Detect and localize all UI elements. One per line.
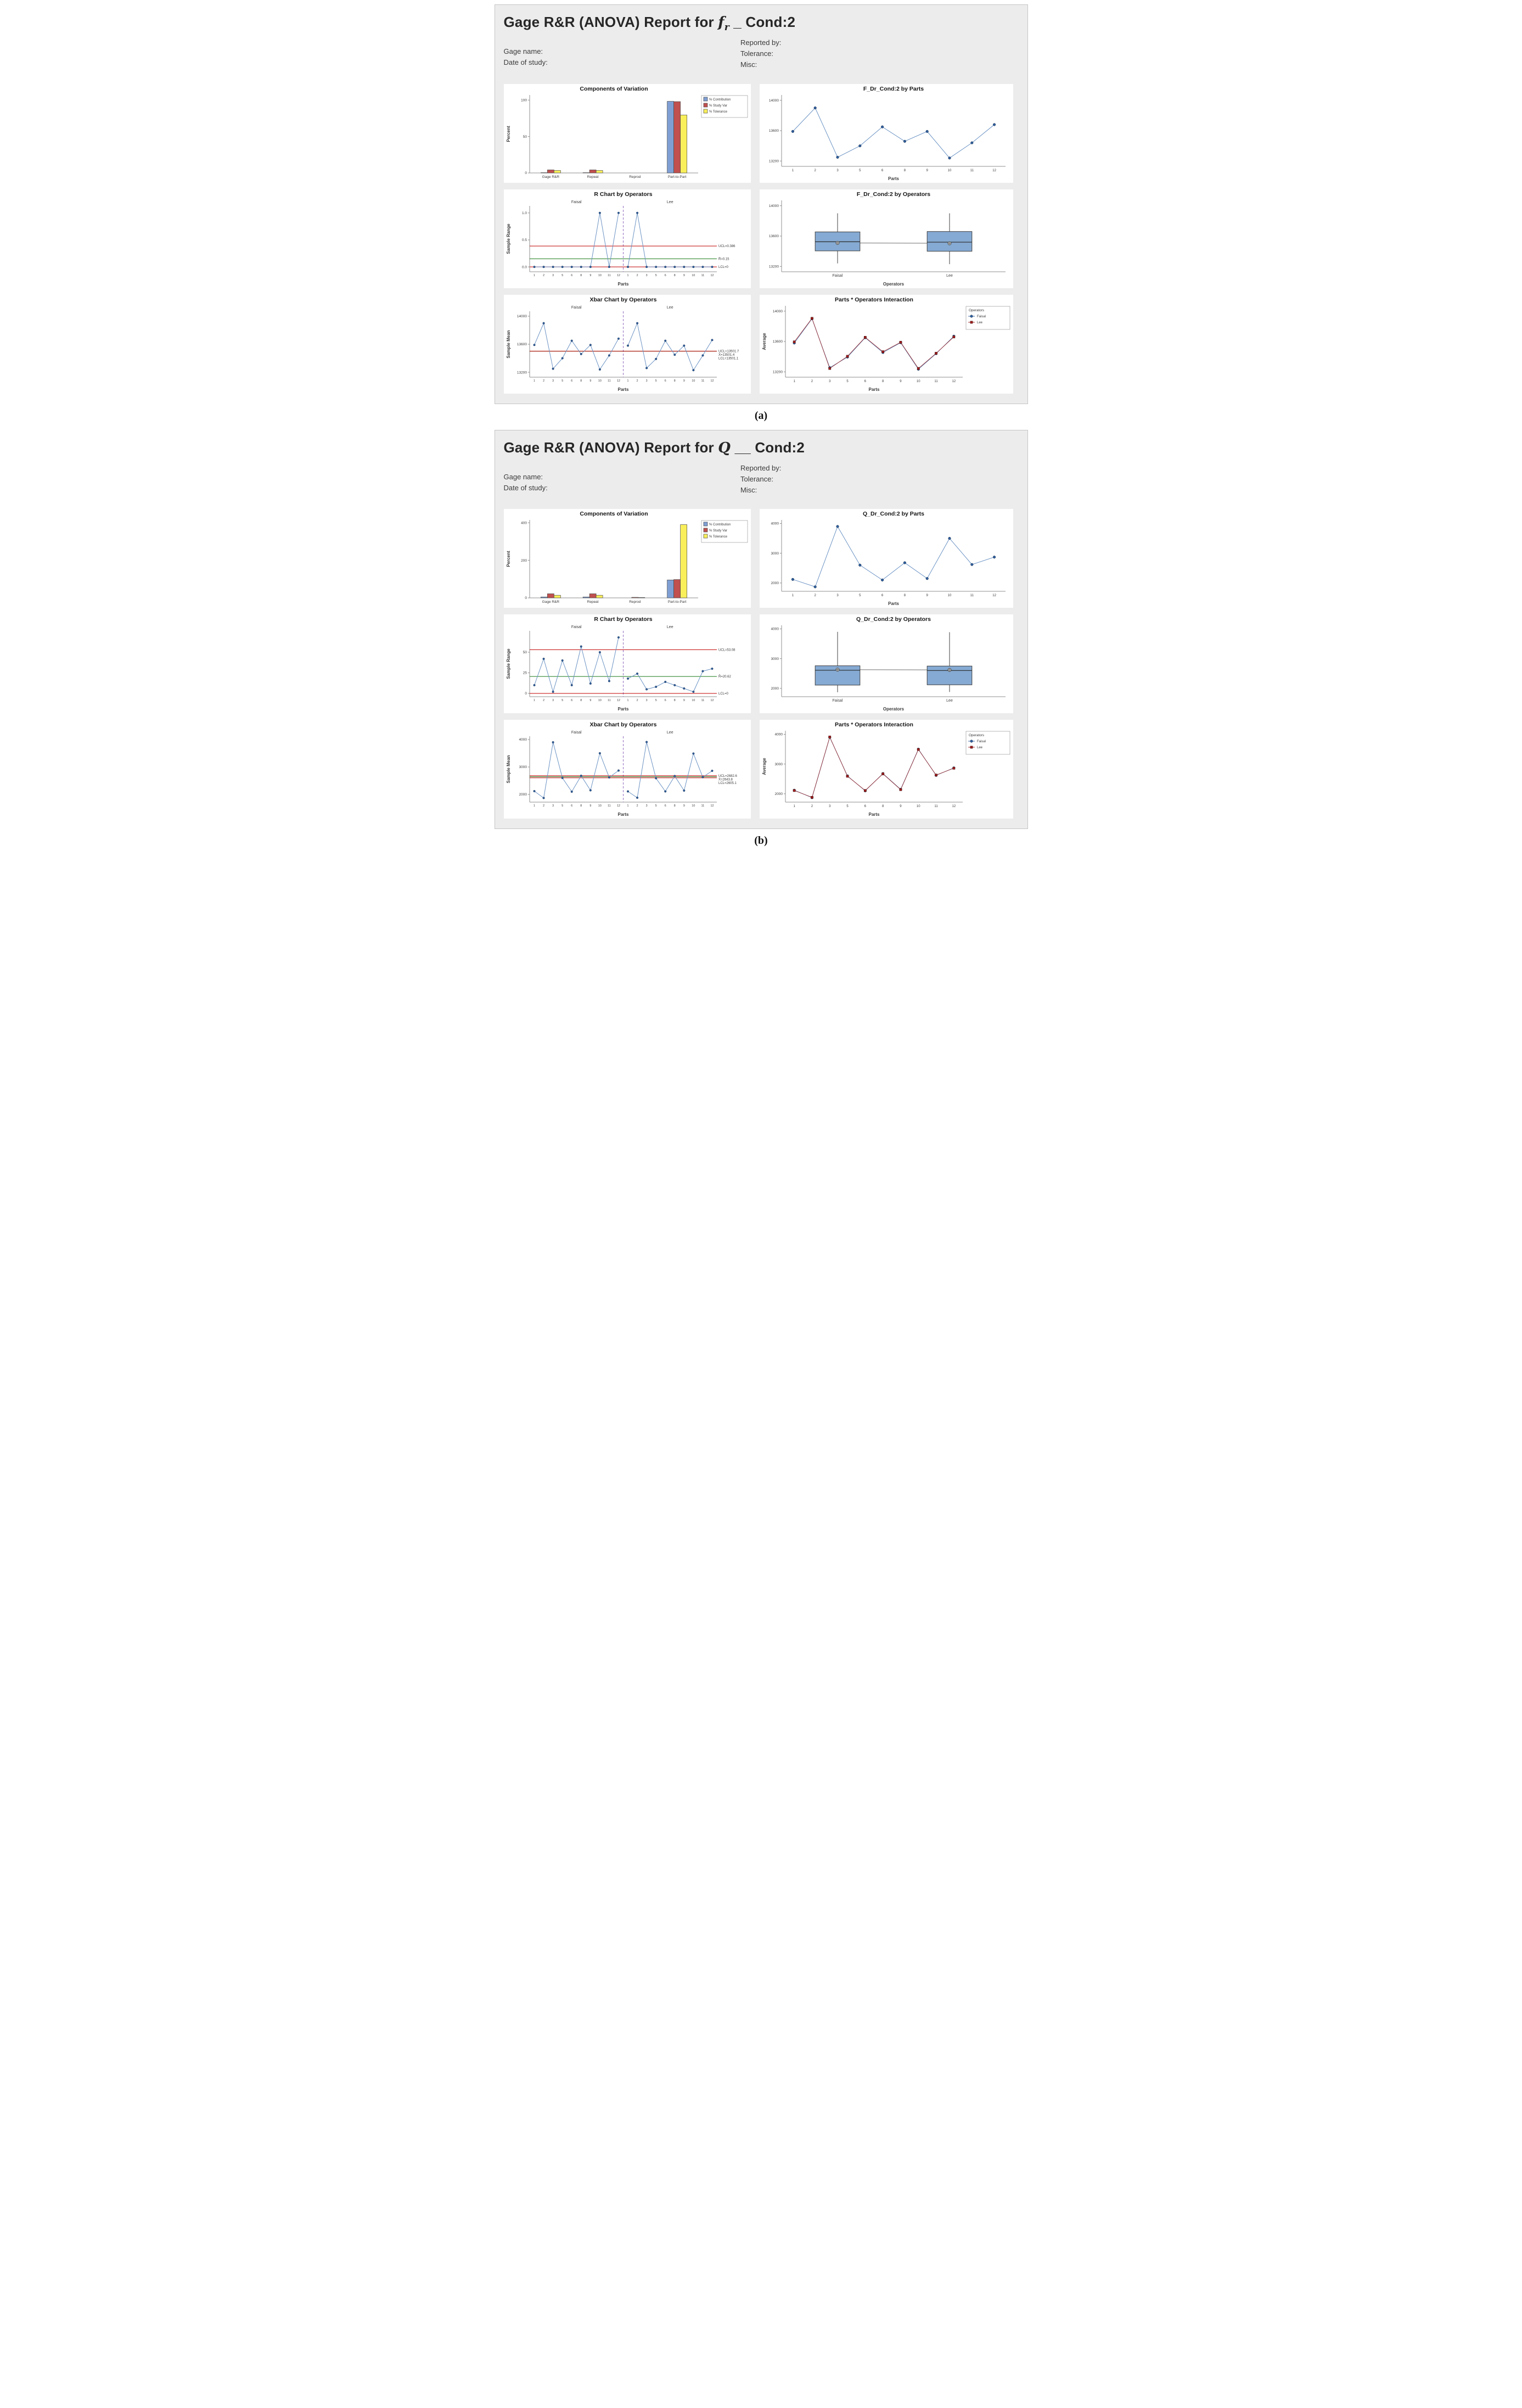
svg-text:11: 11 [970,594,974,598]
svg-text:5: 5 [846,805,849,809]
svg-text:9: 9 [899,379,902,383]
report-title-prefix: Gage R&R (ANOVA) Report for [503,14,718,30]
svg-text:10: 10 [598,273,602,277]
svg-text:6: 6 [664,273,666,277]
svg-text:1: 1 [627,273,629,277]
svg-text:R Chart by Operators: R Chart by Operators [593,191,653,198]
svg-text:2: 2 [811,805,813,809]
svg-text:Sample Mean: Sample Mean [506,755,511,783]
svg-text:Lee: Lee [946,699,953,703]
svg-text:Parts: Parts [617,281,629,287]
svg-text:Faisal: Faisal [571,625,582,630]
svg-text:R̄=20.62: R̄=20.62 [718,675,731,679]
svg-text:13600: 13600 [516,342,527,346]
svg-text:12: 12 [952,805,956,809]
svg-text:Faisal: Faisal [571,305,582,310]
svg-text:Parts * Operators Interaction: Parts * Operators Interaction [834,296,913,303]
svg-text:Repeat: Repeat [587,600,599,604]
svg-text:9: 9 [589,273,591,277]
tolerance-label: Tolerance: [740,474,773,483]
svg-text:13600: 13600 [768,128,779,133]
svg-text:11: 11 [607,699,611,703]
svg-text:5: 5 [561,379,563,383]
svg-text:11: 11 [701,273,704,277]
chart-qdr-by-parts [760,509,1013,608]
svg-text:F_Dr_Cond:2 by Operators: F_Dr_Cond:2 by Operators [856,191,930,198]
svg-text:11: 11 [701,804,704,808]
svg-text:Gage R&R: Gage R&R [542,600,559,604]
svg-text:9: 9 [589,699,591,703]
svg-text:5: 5 [561,699,563,703]
svg-text:5: 5 [561,804,563,808]
svg-text:LCL=0: LCL=0 [718,692,728,696]
svg-text:6: 6 [664,804,666,808]
svg-text:3: 3 [836,594,839,598]
svg-text:Lee: Lee [666,200,673,204]
svg-text:1: 1 [627,699,629,703]
svg-text:2: 2 [636,804,638,808]
svg-text:Operators: Operators [883,281,904,287]
svg-text:Part-to-Part: Part-to-Part [667,175,686,179]
svg-text:F_Dr_Cond:2 by Parts: F_Dr_Cond:2 by Parts [863,85,924,92]
svg-text:8: 8 [580,699,582,703]
svg-text:2: 2 [542,699,544,703]
svg-text:Faisal: Faisal [832,699,843,703]
svg-text:12: 12 [952,379,956,383]
svg-text:UCL=2682.6: UCL=2682.6 [718,775,737,779]
svg-text:9: 9 [926,169,928,172]
svg-text:5: 5 [561,273,563,277]
chart-r-by-operators-b [504,614,751,713]
svg-text:2: 2 [636,699,638,703]
svg-text:9: 9 [683,273,685,277]
svg-text:11: 11 [607,273,611,277]
chart-parts-operators-interaction-b [760,720,1013,819]
svg-text:Reprod: Reprod [628,600,641,604]
chart-xbar-by-operators-a [504,295,751,394]
chart-qdr-by-operators-boxplot [760,614,1013,713]
svg-text:8: 8 [673,699,676,703]
svg-text:Sample Range: Sample Range [506,223,511,254]
svg-text:Parts: Parts [888,601,899,607]
svg-text:Xbar Chart by Operators: Xbar Chart by Operators [589,296,656,303]
svg-text:Components of Variation: Components of Variation [579,85,648,92]
svg-text:13200: 13200 [772,370,783,374]
svg-text:1.0: 1.0 [521,211,527,215]
svg-text:1: 1 [627,804,629,808]
svg-text:5: 5 [655,699,657,703]
svg-text:12: 12 [616,273,620,277]
svg-text:50: 50 [523,135,527,139]
svg-text:8: 8 [673,273,676,277]
svg-text:9: 9 [683,699,685,703]
gage-name-label: Gage name: [503,472,543,481]
svg-text:12: 12 [710,273,714,277]
svg-text:3: 3 [645,804,648,808]
svg-text:UCL=0.386: UCL=0.386 [718,244,735,248]
report-title-variable: Q [718,439,731,456]
svg-text:Lee: Lee [666,305,673,310]
svg-text:10: 10 [691,273,695,277]
chart-components-of-variation-a [504,84,751,183]
svg-text:2: 2 [636,379,638,383]
date-of-study-label: Date of study: [503,58,548,67]
svg-text:0: 0 [524,596,527,601]
svg-text:4000: 4000 [774,732,783,737]
svg-text:2: 2 [811,379,813,383]
svg-text:12: 12 [710,699,714,703]
svg-text:0.5: 0.5 [521,238,527,242]
svg-text:4000: 4000 [519,738,527,742]
report-header-b [504,463,1019,496]
svg-text:% Study Var: % Study Var [709,529,727,533]
report-title-subscript: r [724,22,729,33]
svg-text:5: 5 [846,379,849,383]
svg-text:3: 3 [552,699,554,703]
svg-text:1: 1 [793,805,795,809]
svg-text:10: 10 [947,594,951,598]
reported-by-label: Reported by: [740,463,782,472]
svg-text:11: 11 [607,804,611,808]
svg-text:Gage R&R: Gage R&R [542,175,559,179]
svg-text:12: 12 [616,804,620,808]
svg-text:8: 8 [881,379,884,383]
svg-text:Percent: Percent [506,125,511,142]
svg-text:13200: 13200 [516,370,527,374]
svg-text:Faisal: Faisal [571,200,582,204]
svg-text:6: 6 [570,379,572,383]
svg-text:5: 5 [655,379,657,383]
svg-text:LCL=2605.1: LCL=2605.1 [718,782,737,786]
svg-text:12: 12 [710,804,714,808]
svg-text:8: 8 [580,804,582,808]
svg-text:LCL=0: LCL=0 [718,265,728,269]
svg-text:2000: 2000 [771,581,779,586]
svg-text:11: 11 [934,805,938,809]
report-header-a [504,37,1019,70]
svg-text:14000: 14000 [772,309,783,313]
svg-text:10: 10 [916,805,920,809]
svg-text:3000: 3000 [519,765,527,770]
svg-text:R̄=0.15: R̄=0.15 [718,257,729,261]
svg-text:Operators: Operators [883,707,904,712]
chart-components-of-variation-b [504,509,751,608]
svg-text:8: 8 [673,804,676,808]
svg-text:10: 10 [916,379,920,383]
svg-text:13200: 13200 [768,265,779,269]
svg-text:3: 3 [828,805,830,809]
svg-text:10: 10 [691,379,695,383]
svg-text:13600: 13600 [768,234,779,238]
svg-text:12: 12 [992,594,996,598]
gage-rr-report-panel-b [495,430,1028,830]
svg-text:11: 11 [701,699,704,703]
svg-text:Components of Variation: Components of Variation [579,511,648,518]
svg-text:6: 6 [664,379,666,383]
chart-fdr-by-operators-boxplot [760,189,1013,288]
svg-text:Parts * Operators Interaction: Parts * Operators Interaction [834,721,913,729]
misc-label: Misc: [740,60,757,69]
svg-text:Faisal: Faisal [976,740,986,744]
svg-text:Faisal: Faisal [832,273,843,278]
svg-text:8: 8 [881,805,884,809]
svg-text:Q_Dr_Cond:2 by Parts: Q_Dr_Cond:2 by Parts [862,511,924,518]
svg-text:4000: 4000 [771,522,779,526]
svg-text:Parts: Parts [888,176,899,181]
charts-grid-a [504,84,1019,394]
svg-text:UCL=13501.7: UCL=13501.7 [718,350,739,354]
svg-text:% Contribution: % Contribution [709,98,731,102]
svg-text:Average: Average [761,758,767,775]
svg-text:8: 8 [903,169,906,172]
gage-name-label: Gage name: [503,47,543,56]
svg-text:13200: 13200 [768,159,779,164]
svg-text:10: 10 [598,379,602,383]
svg-text:Faisal: Faisal [571,731,582,735]
svg-text:3000: 3000 [774,763,783,767]
svg-text:0: 0 [524,692,527,696]
svg-text:6: 6 [864,379,866,383]
svg-text:5: 5 [655,273,657,277]
report-title-a [504,14,1019,33]
svg-text:9: 9 [589,379,591,383]
svg-text:0: 0 [524,171,527,175]
svg-text:5: 5 [858,169,861,172]
report-title-variable: f [718,14,725,31]
svg-text:12: 12 [616,699,620,703]
svg-text:8: 8 [903,594,906,598]
svg-text:9: 9 [683,804,685,808]
svg-text:Xbar Chart by Operators: Xbar Chart by Operators [589,721,656,729]
svg-text:Part-to-Part: Part-to-Part [667,600,686,604]
svg-text:6: 6 [570,273,572,277]
svg-text:6: 6 [864,805,866,809]
svg-text:Lee: Lee [946,273,953,278]
svg-text:9: 9 [683,379,685,383]
svg-text:25: 25 [523,671,527,675]
svg-text:Sample Mean: Sample Mean [506,330,511,359]
svg-text:10: 10 [691,804,695,808]
chart-xbar-by-operators-b [504,720,751,819]
svg-text:Q_Dr_Cond:2 by Operators: Q_Dr_Cond:2 by Operators [856,616,931,623]
svg-text:Lee: Lee [666,731,673,735]
svg-text:Parts: Parts [617,387,629,392]
svg-text:1: 1 [533,379,535,383]
svg-text:10: 10 [598,699,602,703]
svg-text:Lee: Lee [976,321,982,324]
panel-label-a: (a) [754,409,768,422]
svg-text:3: 3 [552,379,554,383]
svg-text:1: 1 [791,594,794,598]
svg-text:2: 2 [814,594,816,598]
svg-text:8: 8 [580,379,582,383]
charts-grid-b [504,509,1019,819]
svg-text:2000: 2000 [774,792,783,797]
svg-text:3: 3 [836,169,839,172]
svg-text:4000: 4000 [771,627,779,631]
tolerance-label: Tolerance: [740,49,773,58]
svg-text:Parts: Parts [617,707,629,712]
svg-text:5: 5 [655,804,657,808]
svg-text:2: 2 [542,379,544,383]
svg-text:9: 9 [926,594,928,598]
reported-by-label: Reported by: [740,38,782,47]
svg-text:0.0: 0.0 [521,265,527,269]
svg-text:3: 3 [645,379,648,383]
svg-text:X̄=13501.4: X̄=13501.4 [718,353,734,357]
svg-text:8: 8 [673,379,676,383]
report-title-prefix: Gage R&R (ANOVA) Report for [503,439,718,456]
chart-fdr-by-parts [760,84,1013,183]
svg-text:2: 2 [636,273,638,277]
svg-text:R Chart by Operators: R Chart by Operators [593,616,653,623]
svg-text:3: 3 [552,273,554,277]
svg-text:9: 9 [899,805,902,809]
svg-text:% Study Var: % Study Var [709,104,727,108]
svg-text:1: 1 [533,699,535,703]
svg-text:3: 3 [645,699,648,703]
svg-text:11: 11 [607,379,611,383]
svg-text:1: 1 [533,804,535,808]
svg-text:14000: 14000 [768,98,779,103]
svg-text:Sample Range: Sample Range [506,648,511,679]
svg-text:10: 10 [947,169,951,172]
svg-text:Parts: Parts [868,387,880,392]
svg-text:Lee: Lee [976,746,982,750]
report-title-suffix: _ Cond:2 [729,14,796,30]
svg-text:1: 1 [793,379,795,383]
chart-parts-operators-interaction-a [760,295,1013,394]
svg-text:200: 200 [520,558,527,563]
svg-text:12: 12 [616,379,620,383]
svg-text:14000: 14000 [516,314,527,318]
svg-text:3: 3 [645,273,648,277]
svg-text:Faisal: Faisal [976,315,986,318]
chart-r-by-operators-a [504,189,751,288]
svg-text:3000: 3000 [771,657,779,662]
svg-text:1: 1 [533,273,535,277]
svg-text:12: 12 [992,169,996,172]
svg-text:6: 6 [881,169,883,172]
svg-text:100: 100 [520,98,527,103]
date-of-study-label: Date of study: [503,483,548,492]
report-title-suffix: __ Cond:2 [731,439,805,456]
svg-text:14000: 14000 [768,204,779,208]
svg-text:8: 8 [580,273,582,277]
svg-text:2000: 2000 [771,687,779,691]
svg-text:3000: 3000 [771,552,779,556]
svg-text:2: 2 [814,169,816,172]
misc-label: Misc: [740,486,757,495]
svg-text:% Tolerance: % Tolerance [709,110,727,114]
svg-text:Parts: Parts [868,812,880,817]
svg-text:2: 2 [542,804,544,808]
svg-text:6: 6 [570,699,572,703]
svg-text:Operators: Operators [968,308,984,312]
svg-text:2: 2 [542,273,544,277]
svg-text:6: 6 [881,594,883,598]
svg-text:LCL=13501.1: LCL=13501.1 [718,357,738,361]
gage-rr-figure [487,0,1036,868]
svg-text:Repeat: Repeat [587,175,599,179]
svg-text:X̄=2643.8: X̄=2643.8 [718,778,733,782]
svg-text:9: 9 [589,804,591,808]
svg-text:1: 1 [627,379,629,383]
svg-text:% Contribution: % Contribution [709,523,731,527]
svg-text:11: 11 [701,379,704,383]
svg-text:Percent: Percent [506,551,511,567]
svg-text:2000: 2000 [519,793,527,797]
svg-text:Average: Average [761,332,767,350]
svg-text:11: 11 [970,169,974,172]
svg-text:400: 400 [520,521,527,525]
svg-text:Parts: Parts [617,812,629,817]
svg-text:10: 10 [691,699,695,703]
svg-text:10: 10 [598,804,602,808]
svg-text:5: 5 [858,594,861,598]
svg-text:6: 6 [570,804,572,808]
report-title-b [504,439,1019,458]
svg-text:13600: 13600 [772,339,783,344]
svg-text:3: 3 [552,804,554,808]
svg-text:50: 50 [523,651,527,655]
svg-text:% Tolerance: % Tolerance [709,535,727,539]
svg-text:Operators: Operators [968,733,984,738]
svg-text:Reprod: Reprod [628,175,641,179]
svg-text:1: 1 [791,169,794,172]
svg-text:UCL=53.08: UCL=53.08 [718,648,735,652]
svg-text:6: 6 [664,699,666,703]
svg-text:3: 3 [828,379,830,383]
svg-text:Lee: Lee [666,625,673,630]
panel-label-b: (b) [754,835,768,847]
svg-text:11: 11 [934,379,938,383]
svg-text:12: 12 [710,379,714,383]
gage-rr-report-panel-a [495,4,1028,404]
